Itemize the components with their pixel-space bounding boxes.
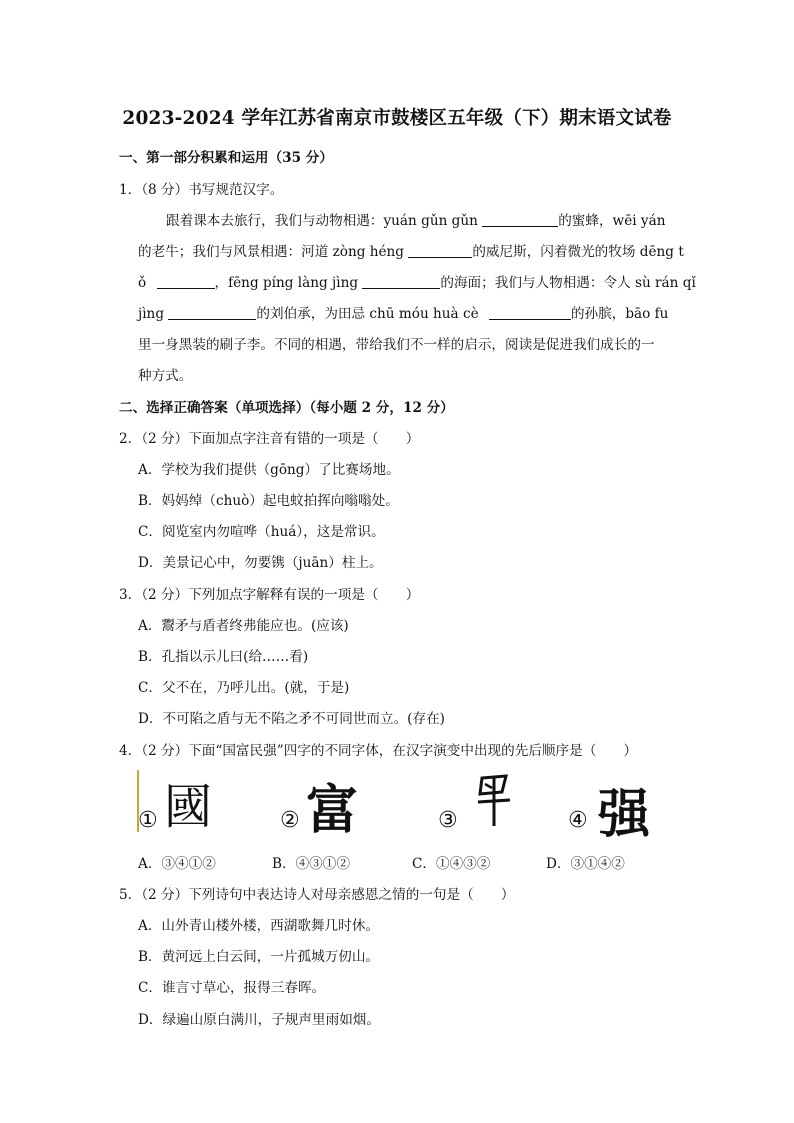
- glyph-label-4: ④: [568, 808, 588, 833]
- glyph-guo-seal: 國: [164, 779, 213, 835]
- q4-option-d[interactable]: D．③①④②: [546, 856, 625, 872]
- q4-option-b[interactable]: B．④③①②: [272, 856, 350, 872]
- q3-option-d[interactable]: D．不可陷之盾与无不陷之矛不可同世而立。(存在): [138, 711, 445, 727]
- q4-option-c[interactable]: C．①④③②: [412, 856, 491, 872]
- q4-option-a[interactable]: A．③④①②: [138, 856, 216, 872]
- q5-option-d[interactable]: D．绿遍山原白满川，子规声里雨如烟。: [138, 1012, 380, 1028]
- q5-stem: 5．（2 分）下列诗句中表达诗人对母亲感恩之情的一句是（ ）: [119, 887, 515, 903]
- q1-text: 的蜜蜂，wēi yán: [558, 213, 666, 229]
- q2-option-a[interactable]: A．学校为我们提供（gōng）了比赛场地。: [138, 462, 400, 478]
- q2-option-d[interactable]: D．美景记心中，勿要镌（juān）柱上。: [138, 555, 383, 571]
- section-1-heading: 一、第一部分积累和运用（35 分）: [119, 150, 333, 166]
- q1-text: ，fēng píng làng jìng: [214, 275, 359, 291]
- q3-option-b[interactable]: B．孔指以示儿曰(给……看): [138, 649, 309, 665]
- q1-text: ǒ: [138, 275, 147, 291]
- q5-option-b[interactable]: B．黄河远上白云间，一片孤城万仞山。: [138, 949, 380, 965]
- q1-text: 的老牛；我们与风景相遇：河道 zòng héng: [138, 244, 405, 260]
- q3-option-a[interactable]: A．鬻矛与盾者终弗能应也。(应该): [138, 618, 349, 634]
- glyph-min-ancient: [472, 770, 516, 828]
- q2-option-b[interactable]: B．妈妈绰（chuò）起电蚊拍挥向嗡嗡处。: [138, 493, 399, 509]
- section-2-heading: 二、选择正确答案（单项选择）（每小题 2 分，12 分）: [119, 400, 454, 416]
- answer-blank[interactable]: [157, 274, 215, 289]
- q1-text: 跟着课本去旅行，我们与动物相遇：yuán gǔn gǔn: [166, 213, 478, 229]
- q1-text: jìng: [138, 306, 165, 322]
- q1-stem: 1．（8 分）书写规范汉字。: [119, 182, 284, 198]
- glyph-label-3: ③: [438, 808, 458, 833]
- answer-blank[interactable]: [408, 243, 472, 258]
- q1-line-1: [166, 209, 665, 229]
- q1-text: 的刘伯承，为田忌 chū móu huà cè: [256, 306, 479, 322]
- q1-line-6: 种方式。: [138, 368, 193, 384]
- q1-text: 的威尼斯，闪着微光的牧场 dēng t: [472, 244, 684, 260]
- q1-line-2: [138, 240, 684, 260]
- page-title: 2023-2024 学年江苏省南京市鼓楼区五年级（下）期末语文试卷: [122, 108, 672, 129]
- q2-stem: 2．（2 分）下面加点字注音有错的一项是（ ）: [119, 431, 420, 447]
- answer-blank[interactable]: [168, 305, 256, 320]
- q1-line-5: 里一身黑装的刷子李。不同的相遇，带给我们不一样的启示，阅读是促进我们成长的一: [138, 337, 655, 353]
- q1-text: 的海面；我们与人物相遇：令人 sù rán qǐ: [440, 275, 696, 291]
- q2-option-c[interactable]: C．阅览室内勿喧哗（huá），这是常识。: [138, 524, 385, 540]
- q4-glyph-figure: [132, 768, 672, 845]
- q5-option-a[interactable]: A．山外青山楼外楼，西湖歌舞几时休。: [138, 918, 379, 934]
- glyph-qiang-kai: 强: [598, 785, 651, 845]
- q1-line-3: [138, 271, 696, 291]
- answer-blank[interactable]: [489, 305, 571, 320]
- q1-text: 的孙膑，bāo fu: [570, 306, 669, 322]
- q3-stem: 3．（2 分）下列加点字解释有误的一项是（ ）: [119, 587, 420, 603]
- glyph-label-1: ①: [138, 808, 158, 833]
- q5-option-c[interactable]: C．谁言寸草心，报得三春晖。: [138, 980, 326, 996]
- glyph-fu-kai: 富: [306, 780, 359, 841]
- glyph-label-2: ②: [280, 808, 300, 833]
- answer-blank[interactable]: [482, 212, 558, 227]
- answer-blank[interactable]: [362, 274, 440, 289]
- q1-line-4: [138, 302, 668, 322]
- q4-stem: 4．（2 分）下面“国富民强”四字的不同字体，在汉字演变中出现的先后顺序是（ ）: [119, 743, 638, 759]
- q3-option-c[interactable]: C．父不在，乃呼儿出。(就，于是): [138, 680, 350, 696]
